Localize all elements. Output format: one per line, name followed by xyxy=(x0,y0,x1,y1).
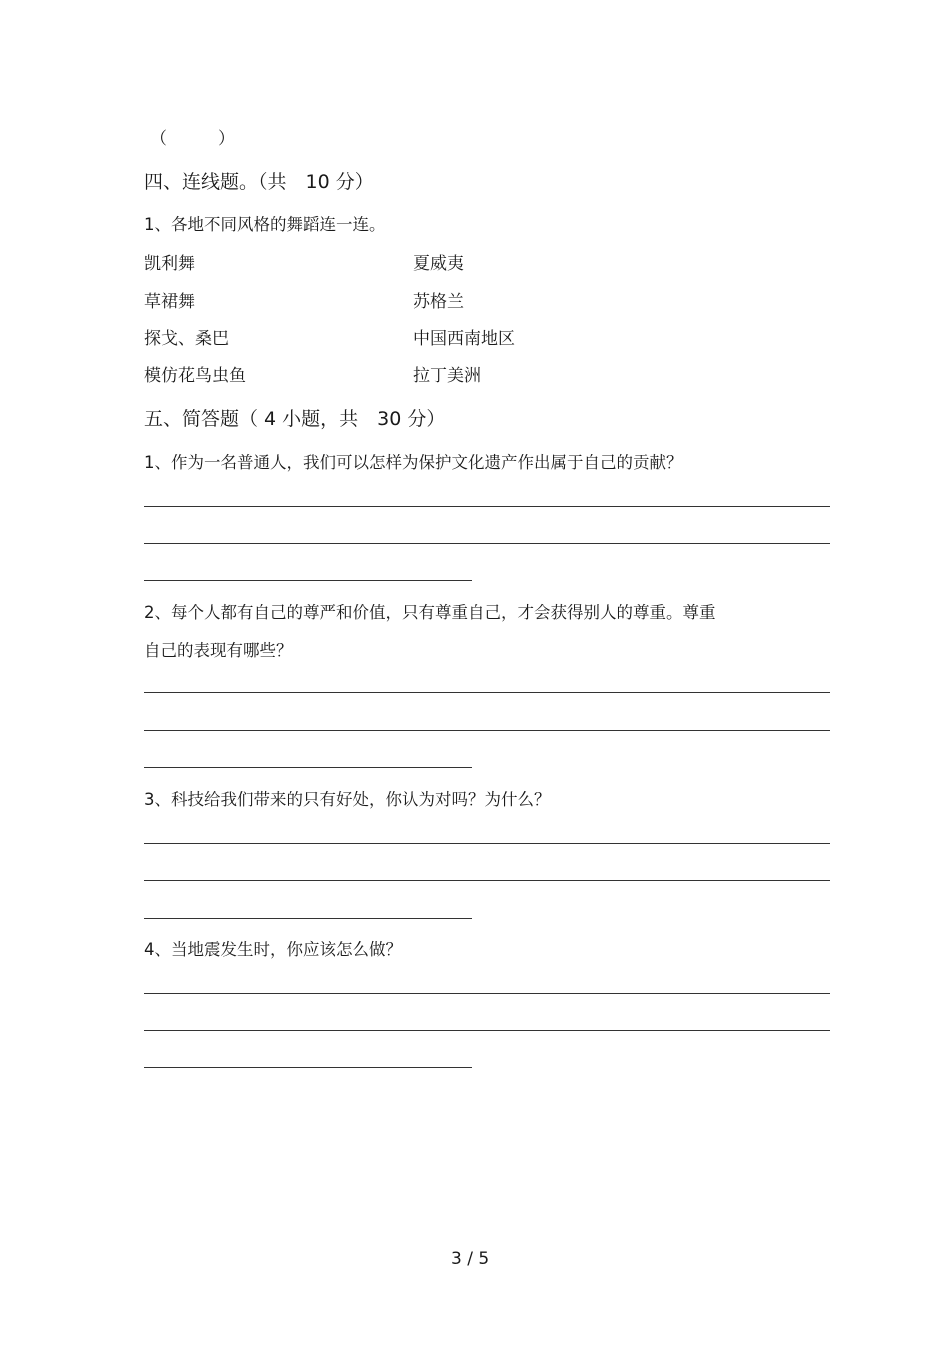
answer-line[interactable] xyxy=(144,843,830,844)
section-4-question-1: 1、各地不同风格的舞蹈连一连。 xyxy=(144,215,386,234)
section-4-title: 四、连线题。（共 10 分） xyxy=(144,171,374,193)
section-5-title: 五、简答题（ 4 小题，共 30 分） xyxy=(144,408,446,430)
match-right-item: 拉丁美洲 xyxy=(413,366,481,386)
answer-line[interactable] xyxy=(144,543,830,544)
section-5-question-2-continued: 自己的表现有哪些？ xyxy=(144,641,293,660)
section-5-question-1: 1、作为一名普通人，我们可以怎样为保护文化遗产作出属于自己的贡献？ xyxy=(144,453,683,472)
answer-line[interactable] xyxy=(144,993,830,994)
top-answer-parentheses: （ ） xyxy=(150,129,235,149)
match-right-item: 中国西南地区 xyxy=(413,329,515,349)
answer-line[interactable] xyxy=(144,1067,472,1068)
match-left-item: 模仿花鸟虫鱼 xyxy=(144,366,246,386)
section-5-question-3: 3、科技给我们带来的只有好处，你认为对吗？为什么？ xyxy=(144,790,551,809)
match-left-item: 探戈、桑巴 xyxy=(144,329,229,349)
answer-line[interactable] xyxy=(144,767,472,768)
answer-line[interactable] xyxy=(144,580,472,581)
answer-line[interactable] xyxy=(144,1030,830,1031)
match-left-item: 凯利舞 xyxy=(144,254,195,274)
page-number: 3 / 5 xyxy=(451,1249,490,1269)
answer-line[interactable] xyxy=(144,692,830,693)
answer-line[interactable] xyxy=(144,730,830,731)
answer-line[interactable] xyxy=(144,506,830,507)
match-right-item: 苏格兰 xyxy=(413,292,464,312)
answer-line[interactable] xyxy=(144,880,830,881)
answer-line[interactable] xyxy=(144,918,472,919)
match-left-item: 草裙舞 xyxy=(144,292,195,312)
match-right-item: 夏威夷 xyxy=(413,254,464,274)
section-5-question-4: 4、当地震发生时，你应该怎么做？ xyxy=(144,940,402,959)
section-5-question-2: 2、每个人都有自己的尊严和价值，只有尊重自己，才会获得别人的尊重。尊重 xyxy=(144,603,716,622)
